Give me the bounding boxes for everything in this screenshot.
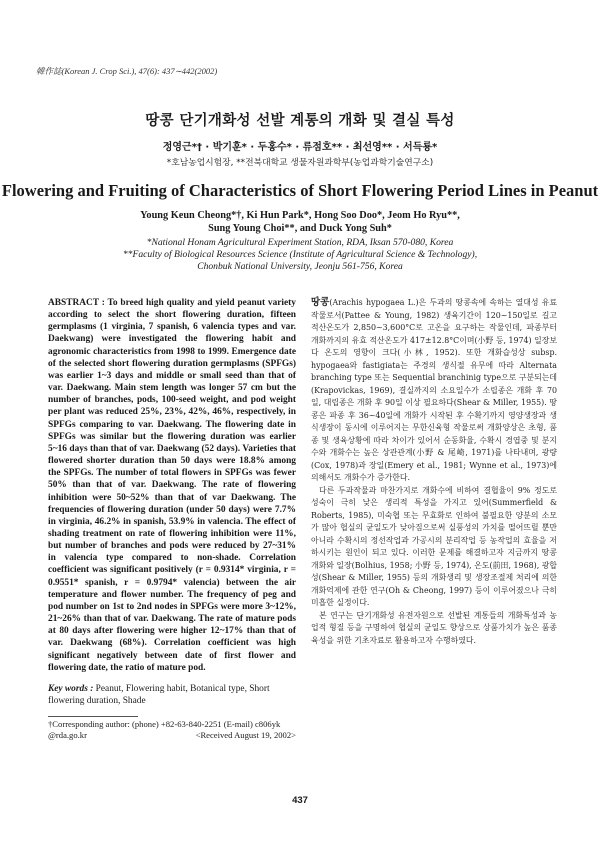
intro-paragraph-1-text: (Arachis hypogaea L.)은 두과의 땅콩속에 속하는 열대성 유료작물로서(Pattee & Young, 1982) 생육기간이 120~150일로 길고 적산온도가 2,850~3,600°C로 고온을 요구하는 작물인데, 파종부터 개화까지의 유효 적산온도가 417±12.8°C이며(小野 등, 1974) 일장보다 온도의 영향이 크다(小林, 1952). 또한 개화습성상 subsp. hypogaea와 fastigiata는 주경의 생식절 유무에 따라 Alternata branching type 또는 Sequential branchinig type으로 구분되는데(Krapovickas, 1969), 결실까지의 소요일수가 소립종은 개화 후 70일, 대립종은 개화 후 90일 이상 필요하다(Shear & Miller, 1955). 땅콩은 파종 후 36~40일에 개화가 시작된 후 수확기까지 영양생장과 생식생장이 동시에 이루어지는 무한신육형 작물로써 개화양상은 초형, 품종 및 생육상황에 따라 차이가 있어서 순동화율, 수확시 경엽중 및 분지수와 개화수는 높은 상관관계(小野 & 尾崎, 1971)를 나타내며, 광량(Cox, 1978)과 장일(Emery et al., 1981; Wynne et al., 1973)에 의해서도 개화수가 증가한다. (311, 298, 558, 482)
intro-paragraph-3: 본 연구는 단기개화성 유전자원으로 선발된 계통들의 개화특성과 농업적 형질 등을 구명하여 협실의 균일도 향상으로 상품가치가 높은 품종육성을 위한 기초자료로 활용하고자 수행하였다. (311, 610, 557, 645)
keywords-text: Peanut, Flowering habit, Botanical type, Short flowering duration, Shade (48, 684, 270, 706)
introduction (311, 297, 557, 647)
abstract (48, 297, 296, 674)
page-number: 437 (292, 795, 308, 806)
footnote (48, 719, 296, 741)
authors-english-line-1: Young Keun Cheong*†, Ki Hun Park*, Hong Soo Doo*, Jeom Ho Ryu**, (140, 210, 460, 221)
journal-citation: 韓作誌(Korean J. Crop Sci.), 47(6): 437∼442(2002) (36, 66, 218, 76)
affiliation-english (40, 237, 560, 273)
affiliation-english-line-1: *National Honam Agricultural Experiment Station, RDA, Iksan 570-080, Korea (146, 237, 454, 248)
affiliation-english-line-3: Chonbuk National University, Jeonju 561-756, Korea (197, 261, 403, 272)
keywords-label: Key words : (48, 684, 96, 694)
title-korean: 땅콩 단기개화성 선발 계통의 개화 및 결실 특성 (145, 113, 455, 129)
footnote-line-1: †Corresponding author: (phone) +82-63-840-2251 (E-mail) c806yk (48, 719, 281, 729)
authors-korean: 정영근*† · 박기훈* · 두홍수* · 류점호** · 최선영** · 서득룡* (162, 142, 438, 153)
abstract-body: To breed high quality and yield peanut variety according to select the short flowering duration, fifteen germplasms (1 virginia, 7 spanish, 6 valencia types and var. Daekwang) were investigated the flowering habit and agronomic characteristics from 1998 to 1999. Emergence date of the selected short flowering duration germplasms (SPFGs) was earlier 1~3 days and middle or small seed than that of var. Daekwang. Main stem length was longer 57 cm but the number of branches, pods, 100-seed weight, and pod weight per plant was reduced 25%, 23%, 42%, 46%, respectively, in SPFGs comparing to var. Daekwang. The flowering date in SPFGs was similar but the flowering duration was earlier 5~16 days than that of var. Daekwang (52 days). Varieties that flowered shorter duration than 50 days were 18.8% among the SPFGs. The number of total flowers in SPFGs was fewer 50% than that of var. Daekwang. The rate of flowering inhibition were 50~52% than that of var Daekwang. The frequencies of flowering duration (under 50 days) were 7.7% in virginia, 46.2% in spanish, 53.9% in valencia. The effect of shading treatment on rate of flowering inhibition were 11%, but number of branches and pods were reduced by 27~31% in valencia type compared to non-shade. Correlation coefficient was significant positively (r = 0.9314* virginia, r = 0.9551* spanish, r = 0.9794* valencia) between the air temperature and flower number. The frequency of peg and pod number on 1st to 2nd nodes in SPFGs were more 3~12%, 21~26% than that of var. Daekwang. The rate of mature pods at 80 days after flowering were higher 12~17% than that of var. Daekwang (68%). Correlation coefficient was high significant negatively between date of first flower and flowering date, the ratio of mature pod. (48, 298, 296, 673)
keywords (48, 683, 296, 707)
footnote-line-2 (48, 730, 296, 741)
received-date: <Received August 19, 2002> (195, 730, 296, 740)
authors-english-line-2: Sung Young Choi**, and Duck Yong Suh* (208, 222, 392, 234)
intro-lead-word: 땅콩 (311, 297, 330, 308)
title-english: Flowering and Fruiting of Characteristics of Short Flowering Period Lines in Peanut (1, 181, 599, 200)
affiliation-english-line-2: **Faculty of Biological Resources Science (Institute of Agricultural Science & Technology), (122, 249, 478, 260)
intro-paragraph-2: 다른 두과작물과 마찬가지로 개화수에 비하여 결협율이 9% 정도로 성숙이 극히 낮은 생리적 특성을 가지고 있어(Summerfield & Roberts, 1985), 미숙협 또는 무효화로 인하여 불필요한 양분의 소모가 많아 협실의 균일도가 낮아짐으로써 실풍성의 가치를 떨어뜨릴 뿐만 아니라 수확시의 정선작업과 가공시의 분리작업 등 농작업의 효율을 저하시키는 원인이 되고 있다. 이러한 문제를 해결하고자 지금까지 땅콩 개화와 일장(Bolhius, 1958; 小野 등, 1974), 온도(前田, 1968), 광합성(Shear & Miller, 1955) 등의 개화생리 및 생장조절제 처리에 의한 개화억제에 관한 연구(Oh & Cheong, 1997) 등이 이루어졌으나 극히 미흡한 실정이다. (311, 485, 557, 607)
abstract-heading: ABSTRACT : (48, 298, 108, 308)
authors-english (100, 210, 500, 235)
intro-paragraph-1 (311, 297, 557, 485)
footnote-divider (48, 716, 138, 717)
affiliation-korean: *호남농업시험장, **전북대학교 생물자원과학부(농업과학기술연구소) (166, 158, 434, 168)
footnote-email-domain: @rda.go.kr (48, 730, 87, 740)
